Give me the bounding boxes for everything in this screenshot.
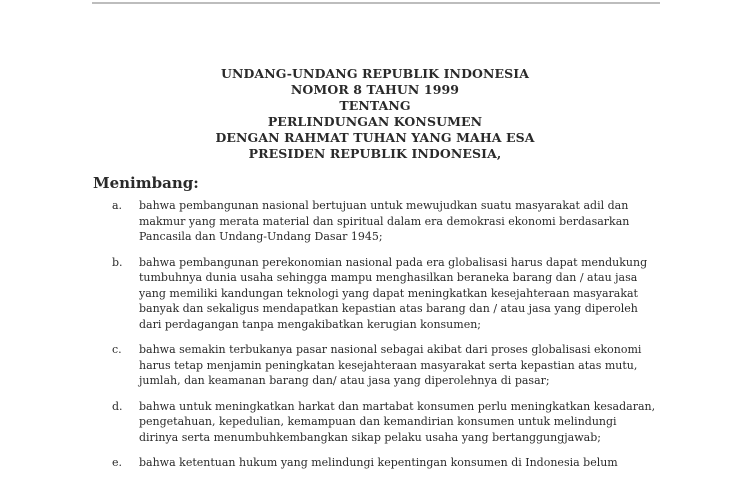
item-text xyxy=(139,255,672,333)
item-line: makmur yang merata material dan spiritual dalam era demokrasi ekonomi berdasarkan xyxy=(139,214,630,228)
item-line: bahwa ketentuan hukum yang melindungi kepentingan konsumen di Indonesia belum xyxy=(139,456,618,469)
list-item xyxy=(112,342,672,389)
item-line: bahwa untuk meningkatkan harkat dan martabat konsumen perlu meningkatkan kesadaran, xyxy=(139,399,656,413)
item-line: bahwa semakin terbukanya pasar nasional sebagai akibat dari proses globalisasi ekonomi xyxy=(139,343,642,356)
heading-line: NOMOR 8 TAHUN 1999 xyxy=(290,82,460,97)
item-line: dirinya serta menumbuhkembangkan sikap pelaku usaha yang bertanggungjawab; xyxy=(139,430,601,444)
item-line: dari perdagangan tanpa mengakibatkan kerugian konsumen; xyxy=(139,317,481,331)
item-line: bahwa pembangunan perekonomian nasional pada era globalisasi harus dapat mendukung xyxy=(139,255,648,269)
heading-line: PRESIDEN REPUBLIK INDONESIA, xyxy=(248,146,502,161)
item-letter: a. xyxy=(112,199,123,212)
list-item xyxy=(112,455,672,471)
list-item xyxy=(112,255,672,333)
considerations-list xyxy=(112,198,672,481)
document-heading xyxy=(0,66,750,162)
item-text xyxy=(139,342,672,389)
page-top-divider xyxy=(92,2,660,4)
item-text xyxy=(139,198,672,245)
heading-line: DENGAN RAHMAT TUHAN YANG MAHA ESA xyxy=(215,130,535,145)
item-letter: e. xyxy=(112,456,123,469)
item-letter: b. xyxy=(112,255,123,269)
heading-line: PERLINDUNGAN KONSUMEN xyxy=(267,114,483,129)
heading-line: TENTANG xyxy=(339,98,411,113)
item-line: yang memiliki kandungan teknologi yang dapat meningkatkan kesejahteraan masyarakat xyxy=(139,286,638,300)
item-line: tumbuhnya dunia usaha sehingga mampu menghasilkan beraneka barang dan / atau jasa xyxy=(139,271,638,284)
item-line: jumlah, dan keamanan barang dan/ atau jasa yang diperolehnya di pasar; xyxy=(139,374,550,387)
item-line: banyak dan sekaligus mendapatkan kepastian atas barang dan / atau jasa yang diperoleh xyxy=(139,302,638,315)
item-line: pengetahuan, kepedulian, kemampuan dan kemandirian konsumen untuk melindungi xyxy=(139,415,617,428)
item-letter: c. xyxy=(112,343,122,356)
section-label-menimbang: Menimbang: xyxy=(93,174,199,192)
list-item xyxy=(112,399,672,446)
heading-line: UNDANG-UNDANG REPUBLIK INDONESIA xyxy=(220,66,530,81)
item-line: harus tetap menjamin peningkatan kesejahteraan masyarakat serta kepastian atas mutu, xyxy=(139,358,638,372)
item-line: bahwa pembangunan nasional bertujuan untuk mewujudkan suatu masyarakat adil dan xyxy=(139,199,629,212)
item-line: Pancasila dan Undang-Undang Dasar 1945; xyxy=(139,230,383,243)
item-text xyxy=(139,399,672,446)
list-item xyxy=(112,198,672,245)
item-letter: d. xyxy=(112,399,123,413)
item-text xyxy=(139,455,672,471)
